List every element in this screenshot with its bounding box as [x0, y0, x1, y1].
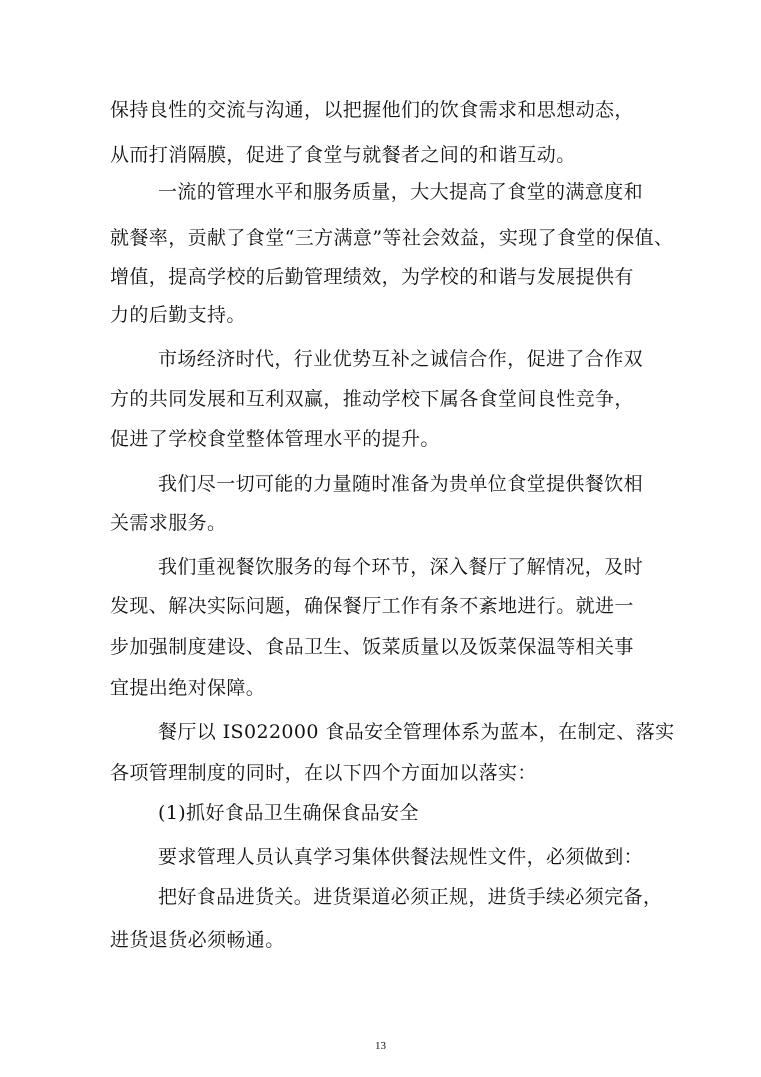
text-line: 餐厅以 IS022000 食品安全管理体系为蓝本，在制定、落实 — [158, 721, 675, 743]
text-line: 力的后勤支持。 — [110, 304, 246, 326]
text-line: 就餐率，贡献了食堂“三方满意”等社会效益，实现了食堂的保值、 — [110, 227, 674, 249]
text-line: 市场经济时代，行业优势互补之诚信合作，促进了合作双 — [158, 348, 644, 370]
text-line: 我们重视餐饮服务的每个环节，深入餐厅了解情况，及时 — [158, 556, 644, 578]
text-line: 从而打消隔膜，促进了食堂与就餐者之间的和谐互动。 — [110, 144, 576, 166]
text-line: (1)抓好食品卫生确保食品安全 — [158, 802, 419, 824]
text-line: 我们尽一切可能的力量随时准备为贵单位食堂提供餐饮相 — [158, 473, 644, 495]
text-line: 进货退货必须畅通。 — [110, 929, 285, 951]
text-line: 关需求服务。 — [110, 512, 227, 534]
text-line: 步加强制度建设、食品卫生、饭菜质量以及饭菜保温等相关事 — [110, 636, 634, 658]
text-line: 各项管理制度的同时，在以下四个方面加以落实： — [110, 762, 537, 784]
page-number: 13 — [375, 1040, 386, 1052]
text-line: 增值，提高学校的后勤管理绩效，为学校的和谐与发展提供有 — [110, 266, 634, 288]
text-line: 保持良性的交流与沟通，以把握他们的饮食需求和思想动态， — [110, 99, 634, 121]
text-line: 把好食品进货关。进货渠道必须正规，进货手续必须完备， — [158, 886, 663, 908]
text-line: 一流的管理水平和服务质量，大大提高了食堂的满意度和 — [158, 181, 644, 203]
text-line: 方的共同发展和互利双赢，推动学校下属各食堂间良性竞争， — [110, 388, 634, 410]
text-line: 促进了学校食堂整体管理水平的提升。 — [110, 428, 440, 450]
text-line: 宜提出绝对保障。 — [110, 677, 266, 699]
text-line: 要求管理人员认真学习集体供餐法规性文件，必须做到： — [158, 846, 644, 868]
text-line: 发现、解决实际问题，确保餐厅工作有条不紊地进行。就进一 — [110, 595, 634, 617]
